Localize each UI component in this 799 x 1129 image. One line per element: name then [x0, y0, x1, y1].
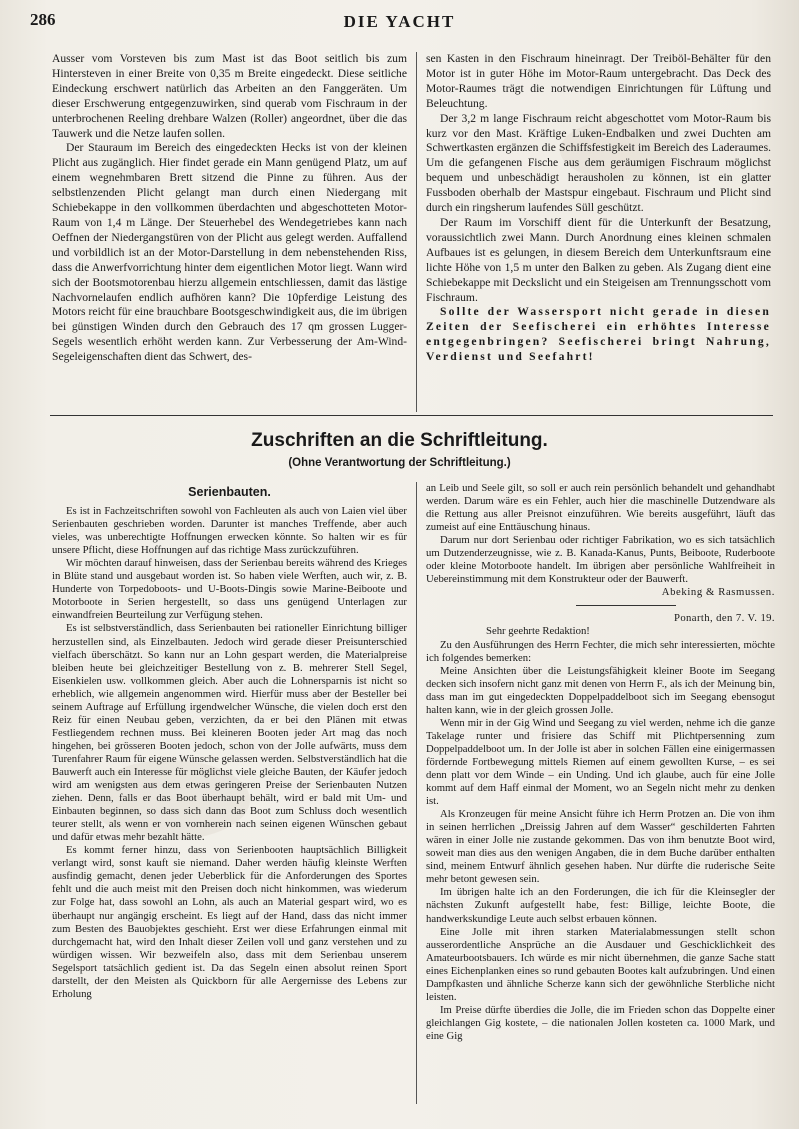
paragraph: Es ist in Fachzeitschriften sowohl von Fachleuten als auch von Laien viel über Serienbauten geschrieben worden. Darunter ist manches Treffende, aber auch vieles, was unberechtigte Hoffnungen erwecken könnte. So halten wir es für unsere Pflicht, diese Hoffnungen auf das richtige Mass zurückzuführen.: [52, 505, 407, 557]
paragraph: Als Kronzeugen für meine Ansicht führe ich Herrn Protzen an. Die von ihm in seinen herrlichen „Dreissig Jahren auf dem Wasser“ geschilderten Fahrten wären in einer Jolle nie zustande gekommen. Das von ihm benutzte Boot wird, soweit man dies aus den wenigen Angaben, die in dem Buche darüber enthalten sind, meinem Entwurf ähnlich gesehen haben. Nur dürfte die ruderische Seite mehr betont gewesen sein.: [426, 808, 775, 886]
paragraph: Es kommt ferner hinzu, dass von Serienbooten hauptsächlich Billigkeit verlangt wird, sonst kauft sie niemand. Daher werden häufig kleinste Werften ausfindig gemacht, denen jeder Ueberblick für die Anforderungen des Sportes fehlt und die auch meist mit den Preisen doch nicht hinkommen, was wiederum zur Folge hat, dass sowohl an Lohn, als auch an Material gespart wird, wo es überhaupt nur angängig erscheint. Es liegt auf der Hand, dass das nicht immer zum Besten des Bauobjektes geschieht. Erst wer diese Erfahrungen einmal mit durchgemacht hat, wird den Inhalt dieser Zeilen voll und ganz verstehen und zu würdigen wissen. Wir bezweifeln also, dass mit dem Serienbau unserem Segelsport tatsächlich gedient ist. Da das Segeln einen absolut reinen Sport darstellt, der den Meisten als Quickborn für alle Aergernisse des Lebens zur Erholung: [52, 844, 407, 1000]
paragraph: Der Stauraum im Bereich des eingedeckten Hecks ist von der kleinen Plicht aus zugänglich. Hier findet gerade ein Mann genügend Platz, um auf einem wegnehmbaren Brett sitzend die Pinne zu führen. Aus der selbstlenzenden Plicht gelangt man durch einen Niedergang mit Schiebekappe in den vollkommen überdachten und abgeschotteten Motor-Raum von 1,4 m Länge. Der Steuerhebel des Wendegetriebes kann nach Oeffnen der Niedergangstüren von der Plicht aus gelegt werden. Auffallend und vorbildlich ist an der Motor-Darstellung in dem nebenstehenden Riss, dass die Anwerfvorrichtung hinter dem eigentlichen Motor liegt. Wann wird sich der Bootsmotorenbau hierzu allgemein entschliessen, damit das lästige Nachvornelaufen endlich aufhören kann? Die 10pferdige Leistung des Motors reicht für eine brauchbare Bootsgeschwindigkeit aus, die im übrigen bei günstigen Winden durch den Gebrauch des 17 qm grossen Lugger-Segels wesentlich erhöht werden kann. Zur Verbesserung der Am-Wind-Segeleigenschaften dient das Schwert, des-: [52, 141, 407, 364]
paragraph: Eine Jolle mit ihren starken Materialabmessungen stellt schon ausserordentliche Ansprüche an die Ausdauer und Geschicklichkeit des Amateurbootsbauers. Ich würde es mir nicht übernehmen, die ganze Sache statt eines Eichenplanken eines so rund gebauten Bootes kalt aufzubringen. Und einen Dampfkasten und ähnliche Scherze kann sich der gewöhnliche Sterbliche nicht leisten.: [426, 925, 775, 1003]
bottom-left-column: [52, 486, 407, 1001]
top-left-column: [52, 52, 407, 365]
page-header: [22, 10, 777, 34]
top-right-column: [426, 52, 771, 365]
paragraph: sen Kasten in den Fischraum hineinragt. Der Treiböl-Behälter für den Motor ist in guter Höhe im Motor-Raum untergebracht. Das Deck des Motor-Raumes trägt die notwendigen Einrichtungen für Lüftung und Beleuchtung.: [426, 52, 771, 110]
column-divider: [416, 52, 417, 412]
closing-statement: Sollte der Wassersport nicht gerade in diesen Zeiten der Seefischerei ein erhöhtes Interesse entgegenbringen? Seefischerei bringt Nahrung, Verdienst und Seefahrt!: [426, 305, 771, 364]
paragraph: Darum nur dort Serienbau oder richtiger Fabrikation, wo es sich tatsächlich um Dutzenderzeugnisse, wie z. B. Kanada-Kanus, Punts, Beiboote, Ruderboote oder kleine Motorboote handelt. Im übrigen aber persönliche Wahlfreiheit in Uebereinstimmung mit dem Konstrukteur oder der Bauwerft.: [426, 534, 775, 586]
letter-date: Ponarth, den 7. V. 19.: [673, 612, 775, 625]
paragraph: Ausser vom Vorsteven bis zum Mast ist das Boot seitlich bis zum Hintersteven in einer Breite von 0,35 m Breite eingedeckt. Diese seitliche Eindeckung erschwert natürlich das Arbeiten an den Fanggeräten. Um dieser Erschwerung entgegenzuwirken, sind querab vom Fischraum in der unterbrochenen Reeling drehbare Walzen (Roller) angeordnet, über die das Tauwerk und die Netze laufen sollen.: [52, 52, 407, 140]
letter-divider: [576, 605, 676, 606]
page-number: 286: [30, 10, 56, 29]
paragraph: an Leib und Seele gilt, so soll er auch rein persönlich behandelt und gehandhabt werden. Darum wäre es ein Fehler, auch hier die maschinelle Dutzendware als die Rettung aus aller Preisnot einzuführen. Wie bereits ausgeführt, läuft das zumeist auf eine Enttäuschung hinaus.: [426, 482, 775, 534]
paragraph: Wenn mir in der Gig Wind und Seegang zu viel werden, nehme ich die ganze Takelage runter und frisiere das Schiff mit Plichtpersenning zum Doppelpaddelboot um. In der Jolle ist aber in solchen Fällen eine einigermassen fördernde Fortbewegung mittels Riemen auf einem gewollten Kurse, – es sei denn platt vor dem Winde – ein Unding. Und ich glaube, auch für eine Jolle kommt auf dem Haff einmal der Moment, wo an Segeln nicht mehr zu denken ist.: [426, 716, 775, 808]
section-divider: [50, 415, 773, 416]
article-signature: Abeking & Rasmussen.: [661, 586, 775, 599]
article-heading: Serienbauten.: [188, 485, 271, 499]
paragraph: Im Preise dürfte überdies die Jolle, die im Frieden schon das Doppelte einer gleichlangen Gig kostete, – die nationalen Jollen kosteten ca. 1000 Mark, und eine Gig: [426, 1003, 775, 1042]
bottom-right-column: [426, 482, 775, 1043]
paragraph: Der 3,2 m lange Fischraum reicht abgeschottet vom Motor-Raum bis kurz vor den Mast. Kräftige Luken-Endbalken und zwei Duchten am Schwertkasten ergänzen die Schiffsfestigkeit im Bereich des Laderaumes. Um die gefangenen Fische aus dem geräumigen Fischraum möglichst bequem und unbeschädigt herausholen zu können, ist ein glatter Fussboden oberhalb der Mastspur eingebaut. Fischraum und Plicht sind durch ein ringsherum laufendes Süll geschützt.: [426, 111, 771, 215]
paragraph: Der Raum im Vorschiff dient für die Unterkunft der Besatzung, voraussichtlich zwei Mann. Durch Anordnung eines kleinen schmalen Aufbaues ist es gelungen, in diesem Bereich dem Unterkunftsraum eine lichte Höhe von 1,5 m unter den Balken zu geben. Als Zugang dient eine Schiebekappe mit Deckslicht und ein Steigeisen am Trennungsschott vom Fischraum.: [426, 215, 771, 304]
section-subtitle: (Ohne Verantwortung der Schriftleitung.): [288, 457, 511, 469]
paragraph: Im übrigen halte ich an den Forderungen, die ich für die Kleinsegler der nächsten Zukunft aufgestellt habe, fest: Billige, leichte Boote, die handwerkskundige Leute auch selbst erbauen können.: [426, 886, 775, 925]
paragraph: Meine Ansichten über die Leistungsfähigkeit kleiner Boote im Seegang decken sich insofern nicht ganz mit denen von Herrn F., als ich der Meinung bin, dass man im gut eingedeckten Doppelpaddelboot sich im Seegang ebensogut halten kann, wie in der gleich grossen Jolle.: [426, 664, 775, 716]
section-title: Zuschriften an die Schriftleitung.: [251, 430, 548, 451]
paragraph: Zu den Ausführungen des Herrn Fechter, die mich sehr interessierten, möchte ich folgendes bemerken:: [426, 638, 775, 664]
paragraph: Wir möchten darauf hinweisen, dass der Serienbau bereits während des Krieges in Blüte stand und ausgebaut worden ist. So haben viele Werften, auch wir, z. B. Hunderte von Torpedoboots- und U-Boots-Dingis sowie Marine-Beiboote und Motorboote in Serien hergestellt, so dass uns genügend Unterlagen zur einwandfreien Beurteilung zur Verfügung stehen.: [52, 557, 407, 622]
running-title: DIE YACHT: [343, 12, 456, 31]
column-divider: [416, 482, 417, 1104]
letter-salutation: Sehr geehrte Redaktion!: [486, 625, 590, 638]
paragraph: Es ist selbstverständlich, dass Serienbauten bei rationeller Einrichtung billiger herzustellen sind, als Einzelbauten. Jedoch wird gerade dieser Preisunterschied vielfach überschätzt. So kann nur an Lohn gespart werden, die Materialpreise bleiben heute bei gleichzeitiger Bestellung von z. B. mehrerer Stell Segel, Eisenkielen usw. vollkommen gleich. Aber auch die Lohnersparnis ist nicht so erheblich, wie allgemein angenommen wird. Hierfür muss aber der Besteller bei seinem Auftrage auf Erfüllung irgendwelcher Wünsche, die vielen doch erst den Reiz für einen Neubau geben, verzichten, da er bei den Plänen mit etwas Festliegendem rechnen muss. Bei kleineren Booten jeder Art mag das noch hingehen, bei grösseren Booten jedoch, schon von der Jolle aufwärts, muss dem Turenfahrer Raum für eigene Wünsche gelassen werden. Selbstverständlich hat die Bauwerft auch ein Interesse für möglichst viele gleiche Bauten, der Käufer jedoch wird am wenigsten aus dem etwas geringeren Preise der Serienbauten Nutzen ziehen. Denn, falls er das Boot überhaupt behält, wird er bald mit Um- und Einbauten beginnen, so dass sich dann das Boot zum Schluss doch wesentlich teurer stellt, als wenn er von vornherein nach seinen eigenen Wünschen gebaut und dafür etwas mehr bezahlt hätte.: [52, 622, 407, 844]
